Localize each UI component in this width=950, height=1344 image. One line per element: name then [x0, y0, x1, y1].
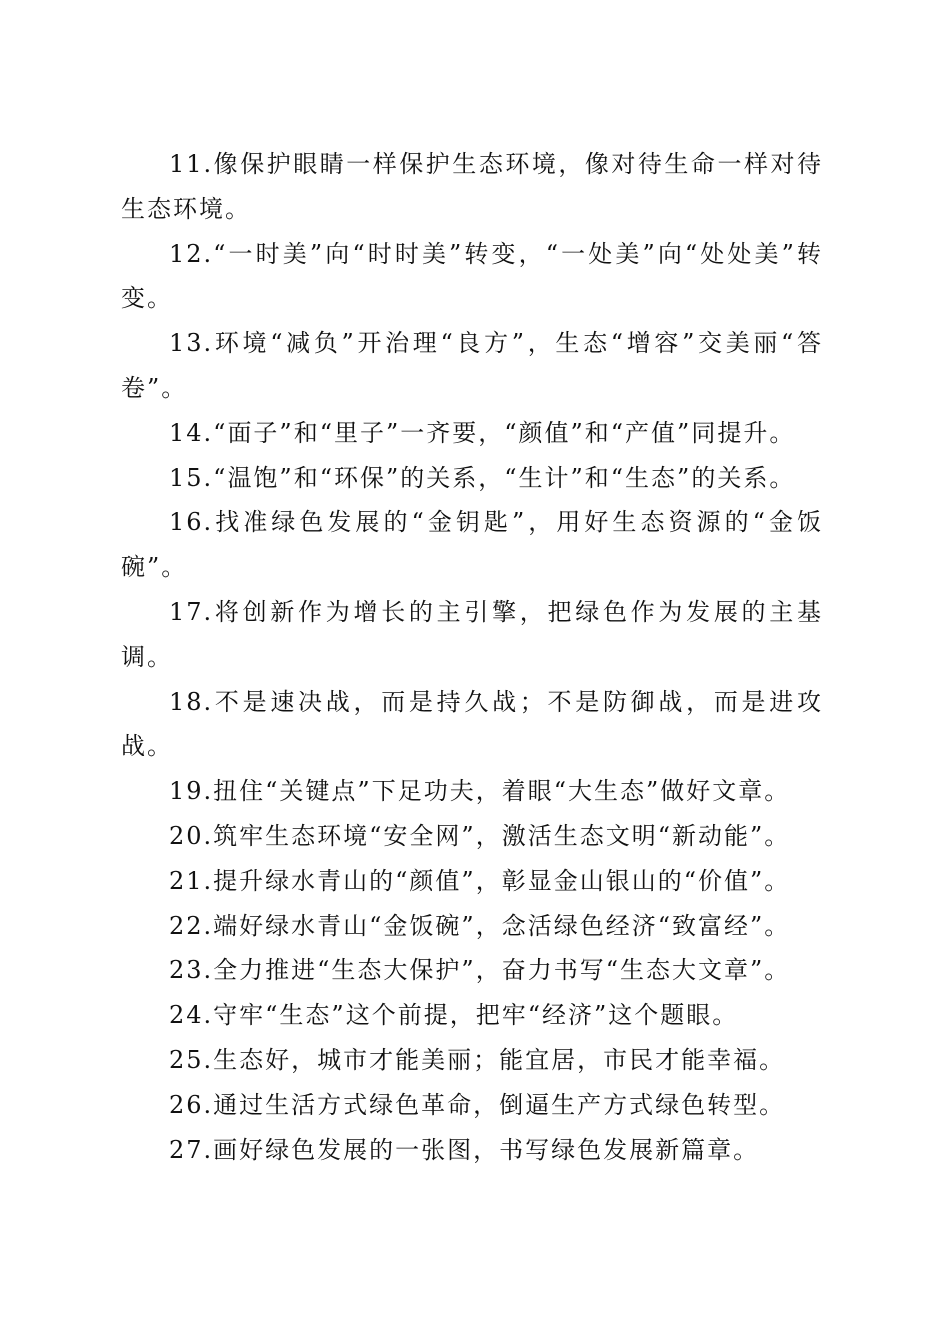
list-item: 15.“温饱”和“环保”的关系，“生计”和“生态”的关系。 [169, 463, 796, 492]
list-item: 27.画好绿色发展的一张图，书写绿色发展新篇章。 [169, 1135, 760, 1164]
list-item: 16.找准绿色发展的“金钥匙”，用好生态资源的“金饭碗”。 [121, 508, 823, 582]
list-item: 11.像保护眼睛一样保护生态环境，像对待生命一样对待生态环境。 [121, 150, 823, 223]
list-item: 22.端好绿水青山“金饭碗”，念活绿色经济“致富经”。 [169, 911, 791, 940]
list-item: 25.生态好，城市才能美丽；能宜居，市民才能幸福。 [169, 1045, 786, 1074]
list-item: 17.将创新作为增长的主引擎，把绿色作为发展的主基调。 [121, 597, 823, 671]
list-item: 20.筑牢生态环境“安全网”，激活生态文明“新动能”。 [169, 821, 791, 850]
list-item: 19.扭住“关键点”下足功夫，着眼“大生态”做好文章。 [169, 777, 791, 806]
list-item: 13.环境“减负”开治理“良方”，生态“增容”交美丽“答卷”。 [121, 329, 823, 402]
list-item: 12.“一时美”向“时时美”转变，“一处美”向“处处美”转变。 [121, 239, 823, 313]
list-item: 18.不是速决战，而是持久战；不是防御战，而是进攻战。 [121, 687, 823, 761]
list-item: 24.守牢“生态”这个前提，把牢“经济”这个题眼。 [169, 1001, 739, 1030]
list-item: 14.“面子”和“里子”一齐要，“颜值”和“产值”同提升。 [169, 418, 796, 447]
list-item: 23.全力推进“生态大保护”，奋力书写“生态大文章”。 [169, 956, 791, 985]
list-item: 21.提升绿水青山的“颜值”，彰显金山银山的“价值”。 [169, 866, 791, 895]
document-body [121, 142, 823, 1172]
list-item: 26.通过生活方式绿色革命，倒逼生产方式绿色转型。 [169, 1090, 786, 1119]
